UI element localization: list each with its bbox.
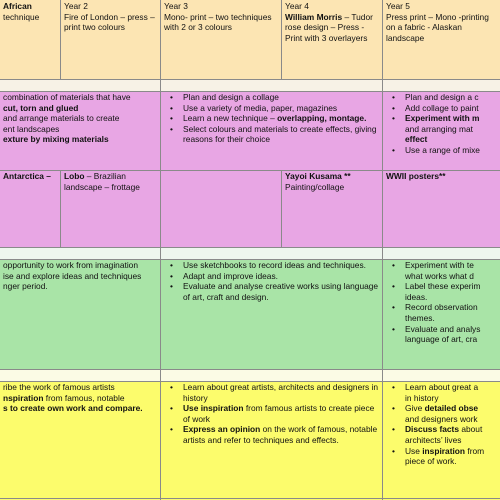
year2-heading: Year 2 (64, 1, 88, 11)
list-item: • Select colours and materials to create effects, giving reasons for their choice (183, 124, 379, 145)
list-item: • Express an opinion on the work of famous, notable artists and refer to techniques and effects. (183, 424, 379, 445)
artists-col5 (383, 170, 500, 182)
year4-cell (282, 0, 382, 43)
year2-cell (61, 0, 160, 33)
divider (281, 170, 282, 247)
list-item: • Give detailed obse and designers work (405, 403, 485, 424)
divider (0, 498, 500, 499)
spacer-row-2 (0, 247, 500, 259)
year5-text: Press print – Mono -printing on a fabric - Alaskan landscape (386, 11, 489, 43)
list-item: • Use sketchbooks to record ideas and techniques. (183, 260, 379, 271)
collage-col5 (383, 91, 500, 156)
sketch-col3-list (164, 260, 379, 302)
divider (0, 91, 500, 92)
list-item: • Use a range of mixe (405, 145, 497, 156)
spacer-row-1 (0, 79, 500, 91)
spacer-row-3 (0, 369, 500, 381)
year1-cell (0, 0, 60, 22)
artists-row (0, 170, 500, 247)
collage-col1-line2: cut, torn and glued (3, 102, 79, 113)
famous-col1-line2: nspiration from famous, notable (3, 392, 125, 403)
divider (60, 170, 61, 247)
collage-col3-list (164, 92, 379, 145)
artists-col1-text: Antarctica – (3, 171, 51, 181)
year4-text: – Tudor rose design – Press - Print with 3 overlayers (285, 11, 373, 43)
collage-col5-list (386, 92, 497, 156)
year-header-row (0, 0, 500, 79)
divider (160, 0, 161, 500)
year5-cell (383, 0, 500, 43)
sketch-col1 (0, 259, 160, 292)
sketch-col1-line1: opportunity to work from imagination (3, 260, 138, 270)
list-item: • Use a variety of media, paper, magazines (183, 103, 379, 114)
year1-line2: technique (3, 11, 40, 22)
artists-col1 (0, 170, 60, 182)
famous-col5-list (386, 382, 497, 467)
list-item: • Add collage to paint (405, 103, 497, 114)
divider (0, 79, 500, 80)
divider (0, 259, 500, 260)
year3-heading: Year 3 (164, 1, 188, 11)
famous-col1 (0, 381, 160, 414)
divider (0, 381, 500, 382)
list-item: • Record observation themes. (405, 302, 487, 323)
collage-col1-line4: ent landscapes (3, 123, 60, 134)
divider (0, 170, 500, 171)
famous-col1-line3: s to create own work and compare. (3, 403, 143, 414)
divider (0, 247, 500, 248)
list-item: • Evaluate and analyse creative works using language of art, craft and design. (183, 281, 379, 302)
sketch-col5-list (386, 260, 497, 345)
divider (60, 0, 61, 79)
artists-col5-name: WWII posters** (386, 171, 446, 181)
list-item: • Use inspiration from piece of work. (405, 446, 485, 467)
list-item: • Use inspiration from famous artists to create piece of work (183, 403, 379, 424)
year2-text: Fire of London – press – print two colours (64, 11, 155, 33)
famous-artists-row (0, 381, 500, 500)
artists-col2 (61, 170, 160, 192)
list-item: • Experiment with m and arranging mat effect (405, 113, 497, 145)
list-item: • Learn about great artists, architects and designers in history (183, 382, 379, 403)
famous-col3-list (164, 382, 379, 446)
divider (281, 0, 282, 79)
collage-col3 (161, 91, 382, 145)
collage-row (0, 91, 500, 170)
year1-line1: African (3, 1, 32, 11)
list-item: • Adapt and improve ideas. (183, 271, 379, 282)
list-item: • Plan and design a collage (183, 92, 379, 103)
famous-col3 (161, 381, 382, 446)
list-item: • Learn about great a in history (405, 382, 485, 403)
artists-col4 (282, 170, 382, 192)
year3-text: Mono- print – two techniques with 2 or 3 colours (164, 11, 272, 33)
divider (382, 0, 383, 500)
collage-col1-line3: and arrange materials to create (3, 113, 120, 124)
list-item: • Discuss facts about architects’ lives (405, 424, 485, 445)
sketch-col1-line3: nger period. (3, 281, 48, 292)
sketchbook-row (0, 259, 500, 369)
list-item: • Experiment with te what works what d (405, 260, 487, 281)
artists-col2-text: – Brazilian landscape – frottage (64, 171, 140, 192)
list-item: • Label these experim ideas. (405, 281, 487, 302)
list-item: • Plan and design a c (405, 92, 497, 103)
famous-col1-line1: ribe the work of famous artists (3, 382, 115, 392)
year3-cell (161, 0, 281, 33)
list-item: • Learn a new technique – overlapping, montage. (183, 113, 379, 124)
artists-col2-name: Lobo (64, 171, 85, 181)
year4-heading: Year 4 (285, 1, 309, 11)
sketch-col1-line2: ise and explore ideas and techniques (3, 270, 142, 281)
sketch-col3 (161, 259, 382, 302)
artists-col4-text: Painting/collage (285, 181, 345, 192)
sketch-col5 (383, 259, 500, 345)
collage-col1 (0, 91, 160, 145)
collage-col1-line1: combination of materials that have (3, 92, 131, 102)
list-item: • Evaluate and analys language of art, cra (405, 324, 487, 345)
divider (0, 369, 500, 370)
artists-col4-name: Yayoi Kusama ** (285, 171, 351, 181)
collage-col1-line5: exture by mixing materials (3, 134, 109, 145)
year4-artist: William Morris (285, 11, 343, 22)
famous-col5 (383, 381, 500, 467)
year5-heading: Year 5 (386, 1, 410, 11)
